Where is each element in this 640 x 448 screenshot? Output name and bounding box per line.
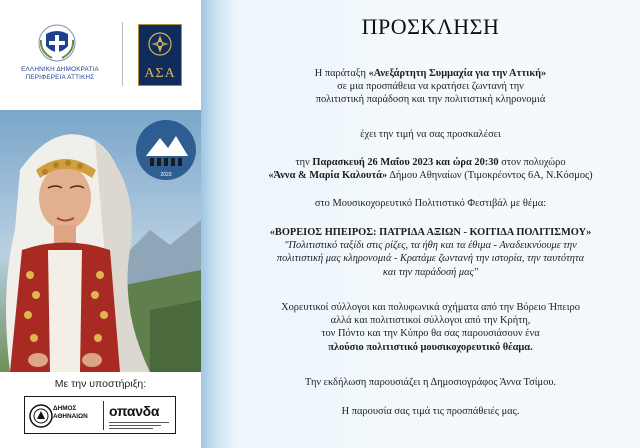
dimos-line-2: ΑΘΗΝΑΙΩΝ — [53, 412, 88, 420]
traditional-costume-painting — [0, 110, 201, 372]
region-line-1: ΕΛΛΗΝΙΚΗ ΔΗΜΟΚΡΑΤΙΑ — [21, 66, 99, 73]
asa-logo — [138, 24, 182, 86]
date-prefix: την — [295, 157, 313, 168]
organizer-prefix: Η παράταξη — [314, 68, 369, 79]
opanda-logo: οπανδα — [109, 403, 160, 419]
theme-quote-line-3: και την παράδοσή μας" — [382, 266, 479, 278]
organizer-line-2: σε μια προσπάθεια να κρατήσει ζωντανή την — [337, 81, 524, 93]
theme-title: «ΒΟΡΕΙΟΣ ΗΠΕΙΡΟΣ: ΠΑΤΡΙΔΑ ΑΞΙΩΝ - ΚΟΙΤΙΔΑ ΠΟΛΙΤΙΣΜΟΥ» — [269, 227, 592, 238]
logo-divider — [122, 22, 123, 86]
support-label: Με την υποστήριξη: — [54, 378, 147, 390]
event-date-time: Παρασκευή 26 Μαΐου 2023 και ώρα 20:30 — [312, 157, 499, 168]
dimos-line-1: ΔΗΜΟΣ — [53, 405, 77, 412]
region-line-2: ΠΕΡΙΦΕΡΕΙΑ ΑΤΤΙΚΗΣ — [25, 74, 95, 81]
organizer-name: «Ανεξάρτητη Συμμαχία για την Αττική» — [368, 68, 547, 79]
sponsor-logos — [24, 396, 176, 434]
greek-coat-of-arms-icon — [38, 24, 76, 62]
honor-line: έχει την τιμή να σας προσκαλέσει — [360, 129, 501, 140]
theme-quote-line-2: πολιτιστική μας κληρονομιά - Κρατάμε ζωντανή την ιστορία, την ταυτότητα — [276, 253, 585, 265]
organizer-line-3: πολιτιστική παράδοση και την πολιτιστική κληρονομιά — [315, 94, 546, 106]
performers-line-3: τον Πόντο και την Κύπρο θα σας παρουσιάσουν ένα — [321, 328, 540, 340]
organizer-line-1 — [221, 67, 640, 80]
organizer-paragraph — [221, 67, 640, 107]
theme-quote-line-1: "Πολιτιστικό ταξίδι στις ρίζες, τα ήθη και τα έθιμα - Αναδεικνύουμε την — [284, 240, 577, 252]
sponsor-divider — [103, 401, 104, 430]
closing-line: Η παρουσία σας τιμά τις προσπάθειές μας. — [341, 406, 520, 417]
performers-paragraph — [221, 301, 640, 354]
invitation-title: ΠΡΟΣΚΛΗΣΗ — [361, 14, 500, 39]
date-suffix: στον πολυχώρο — [498, 157, 566, 168]
left-panel — [0, 0, 201, 448]
athens-municipality-text — [53, 405, 88, 420]
festival-line: στο Μουσικοχορευτικό Πολιτιστικό Φεστιβάλ με θέμα: — [314, 198, 547, 209]
badge-year: 2023 — [160, 172, 172, 178]
performers-line-1: Χορευτικοί σύλλογοι και πολυφωνικά σχήματα από την Βόρειο Ήπειρο — [281, 302, 580, 313]
painting-image — [0, 110, 201, 372]
theme-paragraph — [221, 226, 640, 279]
asa-logo-text: ΑΣΑ — [144, 66, 176, 81]
venue-line — [221, 169, 640, 182]
opanda-subtitle-lines — [109, 422, 173, 429]
venue-name: «Άννα & Μαρία Καλουτά» — [268, 170, 388, 182]
venue-address: Δήμου Αθηναίων (Τιμοκρέοντος 6Α, Ν.Κόσμος) — [387, 170, 593, 182]
asa-crest-icon — [139, 25, 181, 65]
performers-highlight: πλούσιο πολιτιστικό μουσικοχορευτικό θέαμα. — [328, 341, 533, 353]
invitation-panel — [201, 0, 640, 448]
presenter-line: Την εκδήλωση παρουσιάζει η Δημοσιογράφος Άννα Τσίμου. — [304, 377, 557, 388]
performers-line-2: αλλά και πολιτιστικοί σύλλογοι από την Κρήτη, — [330, 315, 531, 327]
logo-row — [0, 22, 201, 94]
date-venue-paragraph — [221, 156, 640, 182]
date-line — [221, 156, 640, 169]
region-attica-text — [10, 66, 110, 82]
